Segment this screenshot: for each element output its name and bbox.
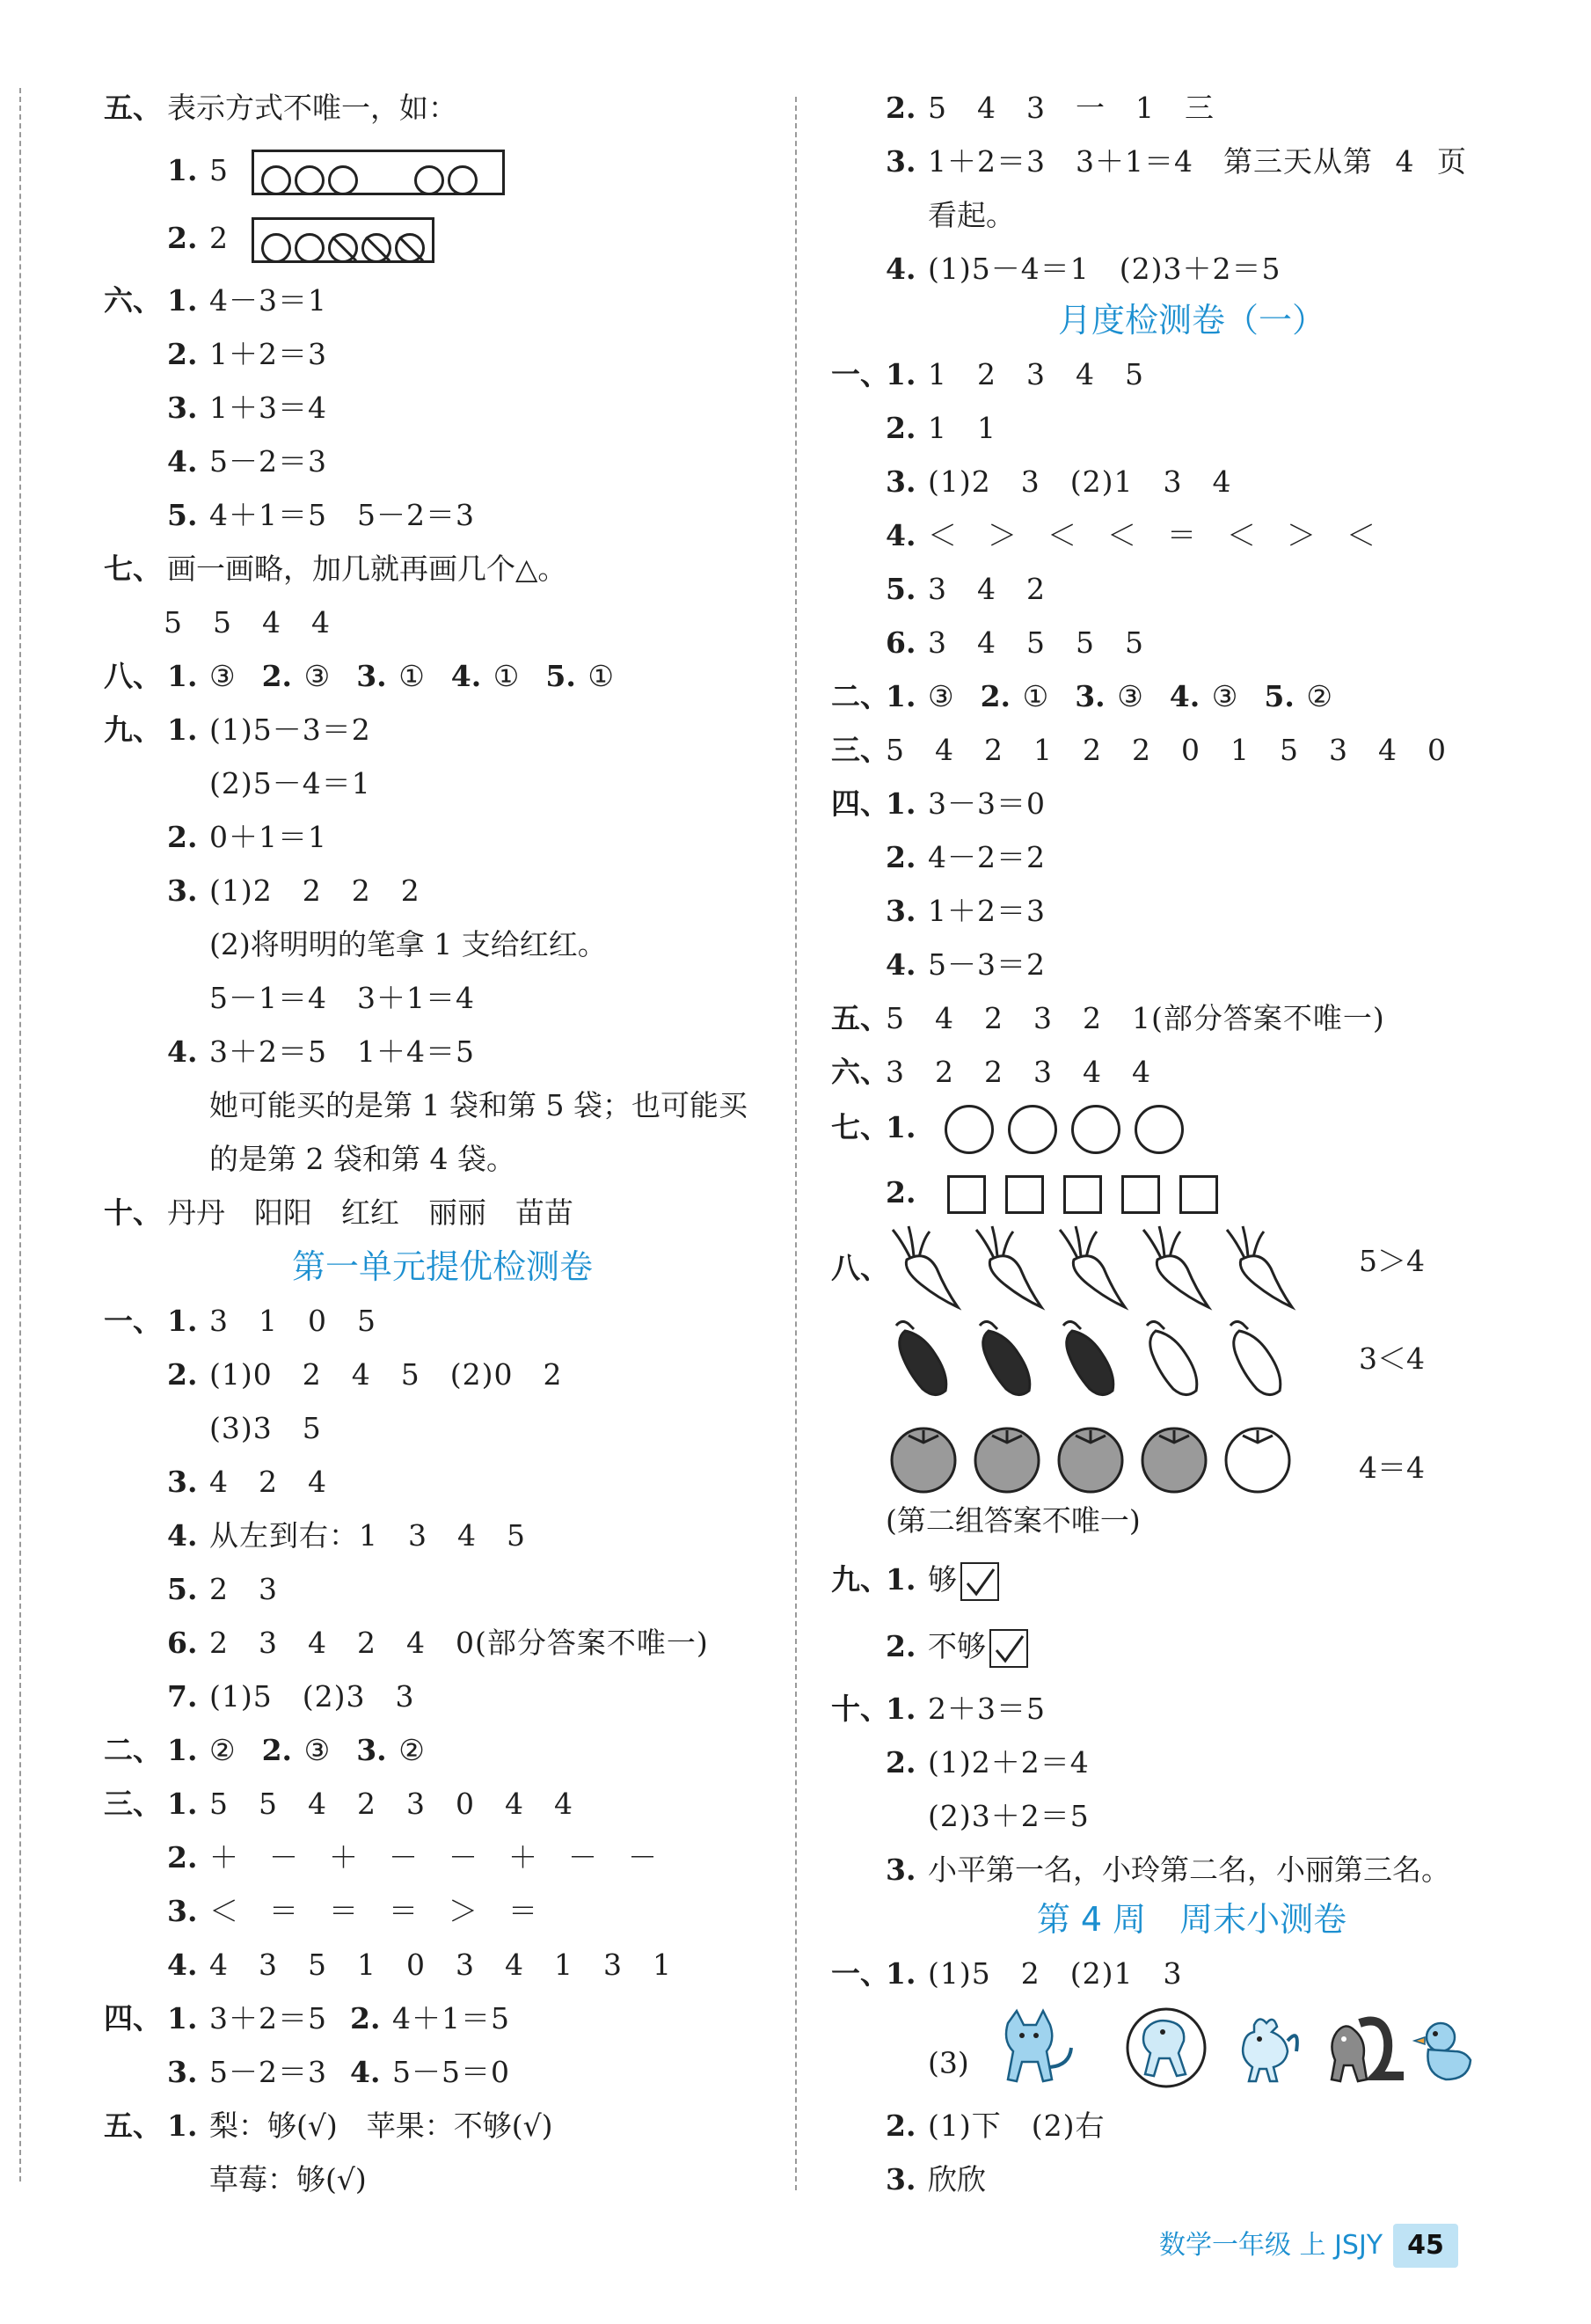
circle-icon xyxy=(295,165,325,195)
circle-icon xyxy=(261,233,291,263)
item-number: 4. xyxy=(450,659,482,693)
unit1-1-5 xyxy=(104,1563,278,1616)
eggplant-icon xyxy=(967,1315,1047,1403)
section-label: 四、 xyxy=(104,2001,162,2035)
item-number: 1. xyxy=(886,1562,916,1597)
item-9-3c xyxy=(104,972,475,1025)
circle-icon xyxy=(945,1105,994,1154)
section-label: 十、 xyxy=(104,1195,162,1230)
item-number: 4. xyxy=(167,1948,198,1982)
item-number: 3. xyxy=(167,1894,198,1928)
section-text: 表示方式不唯一，如： xyxy=(167,91,457,125)
eggplant-outline-icon xyxy=(1135,1315,1214,1403)
item-answer: 5 5 4 2 3 0 4 4 xyxy=(209,1787,573,1821)
section-label: 九、 xyxy=(104,713,162,747)
item-6-3 xyxy=(104,382,327,435)
unit1-1-2b xyxy=(104,1402,322,1455)
radish-icon xyxy=(884,1223,963,1311)
item-number: 1. xyxy=(167,1733,198,1767)
square-icon xyxy=(1121,1175,1160,1214)
item-5-1 xyxy=(104,144,505,201)
item-answer: 够 xyxy=(928,1562,957,1597)
m-10-1 xyxy=(831,1683,1046,1736)
item-number: 2. xyxy=(261,1733,293,1767)
item-answer: ① xyxy=(493,659,520,693)
item-6-4 xyxy=(104,435,327,488)
square-icon xyxy=(1005,1175,1044,1214)
item-answer: 5－1＝4 3＋1＝4 xyxy=(209,981,475,1015)
circle-icon xyxy=(414,165,444,195)
item-answer: 1 1 xyxy=(928,411,996,445)
item-number: 7. xyxy=(167,1679,198,1714)
item-number: 3. xyxy=(167,1465,198,1499)
section-label: 一、 xyxy=(104,1304,162,1338)
eggplant-icon xyxy=(884,1315,963,1403)
section-label: 六、 xyxy=(104,283,162,318)
item-number: 6. xyxy=(167,1626,198,1660)
item-number: 2. xyxy=(886,91,916,125)
section-label: 一、 xyxy=(831,1956,889,1991)
column-divider xyxy=(795,97,797,2190)
item-answer: ③ xyxy=(209,659,236,693)
page-footer xyxy=(1159,2224,1458,2268)
radish-icon xyxy=(1218,1223,1297,1311)
item-5-2 xyxy=(104,212,434,268)
item-9-4c xyxy=(104,1133,515,1186)
m-4-1 xyxy=(831,778,1046,830)
crossed-circle-icon xyxy=(328,233,358,263)
unit1-1-7 xyxy=(104,1670,414,1723)
item-number: 2. xyxy=(886,1175,916,1210)
circle-icon xyxy=(448,165,478,195)
section-7-answer xyxy=(104,596,331,649)
section-text: 画一画略，加几就再画几个△。 xyxy=(167,552,567,586)
item-number: 2. xyxy=(167,221,198,255)
relation-label: 3＜4 xyxy=(1359,1341,1425,1376)
item-note: (第二组答案不唯一) xyxy=(886,1503,1141,1538)
section-title-monthly: 月度检测卷（一） xyxy=(1057,301,1325,340)
item-number: 2. xyxy=(886,1629,916,1663)
item-number: 5. xyxy=(545,659,576,693)
item-number: 4. xyxy=(886,947,916,982)
item-answer: 草莓：够(√) xyxy=(209,2162,367,2196)
item-answer: (2)5－4＝1 xyxy=(209,766,371,800)
m-1-3 xyxy=(831,456,1231,508)
item-value: 5 xyxy=(209,153,228,187)
item-6-5 xyxy=(104,489,475,542)
item-answer: 4＋1＝5 5－2＝3 xyxy=(209,498,475,532)
item-answer: ① xyxy=(398,659,425,693)
tomato-icon xyxy=(967,1412,1047,1500)
unit1-1-6 xyxy=(104,1617,709,1670)
item-answer: 5 4 3 一 1 三 xyxy=(928,91,1215,125)
item-answer: (3) xyxy=(928,2045,969,2080)
circle-group-box xyxy=(252,150,505,195)
item-answer: 欣欣 xyxy=(928,2162,986,2196)
unit1-1-1 xyxy=(104,1295,376,1348)
m-5 xyxy=(831,992,1385,1045)
unit1-4b xyxy=(104,2046,510,2099)
item-answer: 3 2 2 3 4 4 xyxy=(886,1055,1151,1089)
section-10 xyxy=(104,1187,573,1239)
item-answer: ③ xyxy=(1211,679,1238,713)
item-answer: (1)0 2 4 5 (2)0 2 xyxy=(209,1357,563,1392)
section-label: 七、 xyxy=(831,1110,889,1144)
radish-icon xyxy=(967,1223,1047,1311)
item-answer: ② xyxy=(1306,679,1332,713)
item-answer: 5 4 2 3 2 1(部分答案不唯一) xyxy=(886,1001,1385,1035)
unit1-5b xyxy=(104,2153,367,2206)
item-answer: 1＋2＝3 xyxy=(928,894,1046,928)
item-answer: (1)2＋2＝4 xyxy=(928,1745,1090,1780)
item-number: 2. xyxy=(167,1840,198,1875)
item-9-4a xyxy=(104,1026,475,1078)
m-1-1 xyxy=(831,348,1144,401)
item-answer: 3＋2＝5 1＋4＝5 xyxy=(209,1034,475,1069)
unit1-1-3 xyxy=(104,1456,327,1509)
item-answer: 5－3＝2 xyxy=(928,947,1046,982)
square-icon xyxy=(947,1175,986,1214)
left-margin-line xyxy=(19,88,21,2181)
item-number: 4. xyxy=(350,2055,381,2089)
eggplant-icon xyxy=(1051,1315,1130,1403)
item-answer: ① xyxy=(1022,679,1049,713)
section-label: 五、 xyxy=(104,91,162,125)
duckling-icon xyxy=(1414,2023,1471,2079)
item-answer: 4－3＝1 xyxy=(209,283,327,318)
tomato-icon xyxy=(1051,1412,1130,1500)
item-number: 2. xyxy=(886,411,916,445)
horse-icon xyxy=(1128,2009,1205,2086)
item-answer: ③ xyxy=(303,1733,331,1767)
crossed-circle-icon xyxy=(395,233,425,263)
radish-row xyxy=(884,1223,1552,1319)
item-number: 1. xyxy=(167,1304,198,1338)
section-text: 丹丹 阳阳 红红 丽丽 苗苗 xyxy=(167,1195,573,1230)
item-answer: 5－2＝3 xyxy=(209,444,327,479)
page-number: 45 xyxy=(1393,2224,1458,2268)
item-number: 2. xyxy=(980,679,1011,713)
item-answer: 1＋3＝4 xyxy=(209,391,327,425)
item-answer: ① xyxy=(588,659,614,693)
item-9-1b xyxy=(104,757,371,810)
item-number: 4. xyxy=(886,518,916,552)
item-number: 5. xyxy=(886,572,916,606)
unit1-2 xyxy=(104,1724,425,1777)
section-label: 二、 xyxy=(831,679,889,713)
item-number: 2. xyxy=(167,1357,198,1392)
m-7-1 xyxy=(831,1096,1191,1159)
item-answer: 0＋1＝1 xyxy=(209,820,327,854)
rooster-icon xyxy=(1243,2019,1297,2081)
item-number: 3. xyxy=(167,873,198,908)
item-number: 3. xyxy=(886,464,916,499)
item-answer: 她可能买的是第 1 袋和第 5 袋；也可能买 xyxy=(209,1088,748,1122)
item-number: 5. xyxy=(167,498,198,532)
item-answer: 1 2 3 4 5 xyxy=(928,357,1144,391)
section-title-week4: 第 4 周 周末小测卷 xyxy=(1036,1900,1347,1939)
tomato-icon xyxy=(1135,1412,1214,1500)
item-answer: (1)5 (2)3 3 xyxy=(209,1679,415,1714)
item-answer: 5 4 2 1 2 2 0 1 5 3 4 0 xyxy=(886,733,1447,767)
item-number: 1. xyxy=(167,659,198,693)
item-answer: 5－2＝3 xyxy=(209,2055,327,2089)
item-number: 3. xyxy=(1075,679,1106,713)
item-answer: 梨：够(√) 苹果：不够(√) xyxy=(209,2108,553,2143)
unit1-3-4 xyxy=(104,1939,672,1991)
item-number: 2. xyxy=(167,820,198,854)
item-answer: (2)将明明的笔拿 1 支给红红。 xyxy=(209,927,607,961)
checkmark-box-icon xyxy=(989,1629,1028,1668)
item-answer: (1)2 2 2 2 xyxy=(209,873,420,908)
section-label: 三、 xyxy=(104,1787,162,1821)
item-number: 3. xyxy=(886,2162,916,2196)
item-answer: (1)5－3＝2 xyxy=(209,713,371,747)
item-number: 3. xyxy=(886,144,916,179)
item-answer: 从左到右：1 3 4 5 xyxy=(209,1518,526,1553)
unit1-3-2 xyxy=(104,1831,658,1884)
radish-icon xyxy=(1135,1223,1214,1311)
item-number: 3. xyxy=(356,1733,387,1767)
checkmark-box-icon xyxy=(960,1562,999,1601)
eggplant-outline-icon xyxy=(1218,1315,1297,1403)
item-answer: 4＋1＝5 xyxy=(392,2001,510,2035)
item-answer: ③ xyxy=(303,659,331,693)
item-number: 2. xyxy=(886,1745,916,1780)
item-answer: (1)下 (2)右 xyxy=(928,2108,1106,2143)
item-number: 1. xyxy=(167,2001,198,2035)
m-9-2 xyxy=(831,1617,1028,1677)
item-number: 4. xyxy=(167,1034,198,1069)
item-number: 1. xyxy=(886,1110,916,1144)
section-8 xyxy=(104,650,614,703)
item-answer: (1)5 2 (2)1 3 xyxy=(928,1956,1183,1991)
unit1-1-4 xyxy=(104,1509,526,1562)
item-answer: 3－3＝0 xyxy=(928,786,1046,821)
tomato-icon xyxy=(884,1412,963,1500)
section-label: 七、 xyxy=(104,552,162,586)
square-icon xyxy=(1063,1175,1102,1214)
m-3 xyxy=(831,724,1447,777)
item-answer: 3 4 5 5 5 xyxy=(928,625,1144,660)
item-number: 3. xyxy=(167,391,198,425)
item-answer: (2)3＋2＝5 xyxy=(928,1799,1090,1833)
circle-icon xyxy=(295,233,325,263)
w-1-2 xyxy=(831,2100,1106,2152)
section-label: 六、 xyxy=(831,1055,889,1089)
w-1-1a xyxy=(831,1948,1182,2000)
relation-label: 5＞4 xyxy=(1359,1244,1425,1278)
circle-icon xyxy=(261,165,291,195)
w-1-3 xyxy=(831,2153,986,2206)
item-number: 1. xyxy=(167,153,198,187)
item-number: 1. xyxy=(886,1956,916,1991)
section-label: 一、 xyxy=(831,357,889,391)
squirrel-icon xyxy=(1332,2021,1404,2082)
item-answer: ② xyxy=(209,1733,236,1767)
item-number: 4. xyxy=(1169,679,1201,713)
item-answer: ＜ ＝ ＝ ＝ ＞ ＝ xyxy=(209,1894,538,1928)
item-9-3b xyxy=(104,918,607,971)
relation-label: 4＝4 xyxy=(1359,1451,1425,1485)
crossed-circle-icon xyxy=(361,233,391,263)
item-number: 2. xyxy=(886,840,916,874)
unit1-5a xyxy=(104,2100,553,2152)
m-1-6 xyxy=(831,617,1144,669)
item-number: 1. xyxy=(886,357,916,391)
item-6-2 xyxy=(104,328,327,381)
item-value: 2 xyxy=(209,221,228,255)
square-icon xyxy=(1179,1175,1218,1214)
item-answer: 2 3 4 2 4 0(部分答案不唯一) xyxy=(209,1626,709,1660)
m-4-4 xyxy=(831,939,1046,991)
unit1-3-3 xyxy=(104,1885,538,1938)
item-answer: 1＋2＝3 xyxy=(209,337,327,371)
circle-icon xyxy=(328,165,358,195)
unit1-4a xyxy=(104,1992,510,2045)
item-answer: 2＋3＝5 xyxy=(928,1692,1046,1726)
m-4-2 xyxy=(831,831,1046,884)
m-9-1 xyxy=(831,1550,999,1610)
m-10-2b xyxy=(831,1790,1090,1843)
item-number: 4. xyxy=(167,1518,198,1553)
item-number: 1. xyxy=(167,1787,198,1821)
item-number: 4. xyxy=(886,252,916,286)
circle-icon xyxy=(1071,1105,1120,1154)
item-number: 5. xyxy=(1264,679,1295,713)
item-answer: 4 3 5 1 0 3 4 1 3 1 xyxy=(209,1948,672,1982)
item-number: 1. xyxy=(167,283,198,318)
item-number: 3. xyxy=(886,1853,916,1887)
r-item-4 xyxy=(831,243,1281,296)
section-label: 三、 xyxy=(831,733,889,767)
section-label: 十、 xyxy=(831,1692,889,1726)
section-label: 五、 xyxy=(104,2108,162,2143)
item-answer: 3＋2＝5 xyxy=(209,2001,327,2035)
item-number: 2. xyxy=(886,2108,916,2143)
radish-icon xyxy=(1051,1223,1130,1311)
item-answer: (1)2 3 (2)1 3 4 xyxy=(928,464,1232,499)
m-10-3 xyxy=(831,1844,1450,1896)
item-answer: 5 5 4 4 xyxy=(164,605,331,639)
item-number: 5. xyxy=(167,1572,198,1606)
item-9-2 xyxy=(104,811,327,864)
item-answer: (3)3 5 xyxy=(209,1411,322,1445)
circle-icon xyxy=(1135,1105,1184,1154)
section-label: 八、 xyxy=(831,1251,889,1285)
section-label: 九、 xyxy=(831,1562,889,1597)
m-1-4 xyxy=(831,509,1376,562)
item-number: 3. xyxy=(356,659,387,693)
r-item-3b xyxy=(831,189,1015,242)
item-answer: ＋ － ＋ － － ＋ － － xyxy=(209,1840,658,1875)
w-1-1b xyxy=(831,2006,1483,2094)
item-number: 3. xyxy=(167,2055,198,2089)
item-answer: 的是第 2 袋和第 4 袋。 xyxy=(209,1142,515,1176)
item-answer: 5－5＝0 xyxy=(392,2055,510,2089)
item-number: 3. xyxy=(886,894,916,928)
item-answer: 不够 xyxy=(928,1629,986,1663)
item-answer: ③ xyxy=(928,679,954,713)
item-answer: 1＋2＝3 3＋1＝4 第三天从第 4 页 xyxy=(928,144,1467,179)
eggplant-row xyxy=(884,1315,1552,1412)
item-answer: 3 4 2 xyxy=(928,572,1046,606)
item-answer: 4 2 4 xyxy=(209,1465,327,1499)
section-5-heading xyxy=(104,82,457,135)
item-number: 1. xyxy=(167,713,198,747)
item-number: 2. xyxy=(261,659,293,693)
item-answer: 小平第一名，小玲第二名，小丽第三名。 xyxy=(928,1853,1450,1887)
cat-icon xyxy=(1006,2011,1071,2081)
crossed-circle-box xyxy=(252,217,434,263)
item-number: 6. xyxy=(886,625,916,660)
item-9-1a xyxy=(104,704,371,756)
section-label: 五、 xyxy=(831,1001,889,1035)
unit1-1-2a xyxy=(104,1348,562,1401)
m-10-2a xyxy=(831,1736,1090,1789)
item-number: 1. xyxy=(886,679,916,713)
item-number: 4. xyxy=(167,444,198,479)
section-7-heading xyxy=(104,543,566,596)
item-answer: (1)5－4＝1 (2)3＋2＝5 xyxy=(928,252,1281,286)
item-answer: 2 3 xyxy=(209,1572,278,1606)
item-9-3a xyxy=(104,865,420,917)
item-answer: 3 1 0 5 xyxy=(209,1304,376,1338)
r-item-3a xyxy=(831,135,1467,188)
m-1-2 xyxy=(831,402,996,455)
item-number: 1. xyxy=(886,786,916,821)
item-number: 1. xyxy=(886,1692,916,1726)
item-answer: ② xyxy=(398,1733,425,1767)
item-9-4b xyxy=(104,1079,748,1132)
m-8-label xyxy=(831,1242,889,1295)
item-answer: 看起。 xyxy=(928,198,1015,232)
tomato-outline-icon xyxy=(1218,1412,1297,1500)
unit1-3-1 xyxy=(104,1778,573,1831)
item-number: 2. xyxy=(167,337,198,371)
m-8-note xyxy=(831,1495,1141,1547)
circle-icon xyxy=(1008,1105,1057,1154)
item-answer: ③ xyxy=(1117,679,1143,713)
section-title-unit1: 第一单元提优检测卷 xyxy=(291,1247,593,1286)
item-answer: 4－2＝2 xyxy=(928,840,1046,874)
animal-illustrations xyxy=(990,2006,1483,2090)
r-item-2 xyxy=(831,82,1215,135)
item-number: 1. xyxy=(167,2108,198,2143)
section-label: 八、 xyxy=(104,659,162,693)
m-7-2 xyxy=(831,1163,1228,1223)
section-label: 四、 xyxy=(831,786,889,821)
m-6 xyxy=(831,1046,1151,1099)
m-4-3 xyxy=(831,885,1046,938)
footer-book-title: 数学一年级 上 JSJY xyxy=(1159,2230,1383,2261)
m-1-5 xyxy=(831,563,1046,616)
m-2 xyxy=(831,670,1332,723)
item-6-1 xyxy=(104,274,327,327)
item-answer: ＜ ＞ ＜ ＜ ＝ ＜ ＞ ＜ xyxy=(928,518,1376,552)
item-number: 2. xyxy=(350,2001,381,2035)
section-label: 二、 xyxy=(104,1733,162,1767)
